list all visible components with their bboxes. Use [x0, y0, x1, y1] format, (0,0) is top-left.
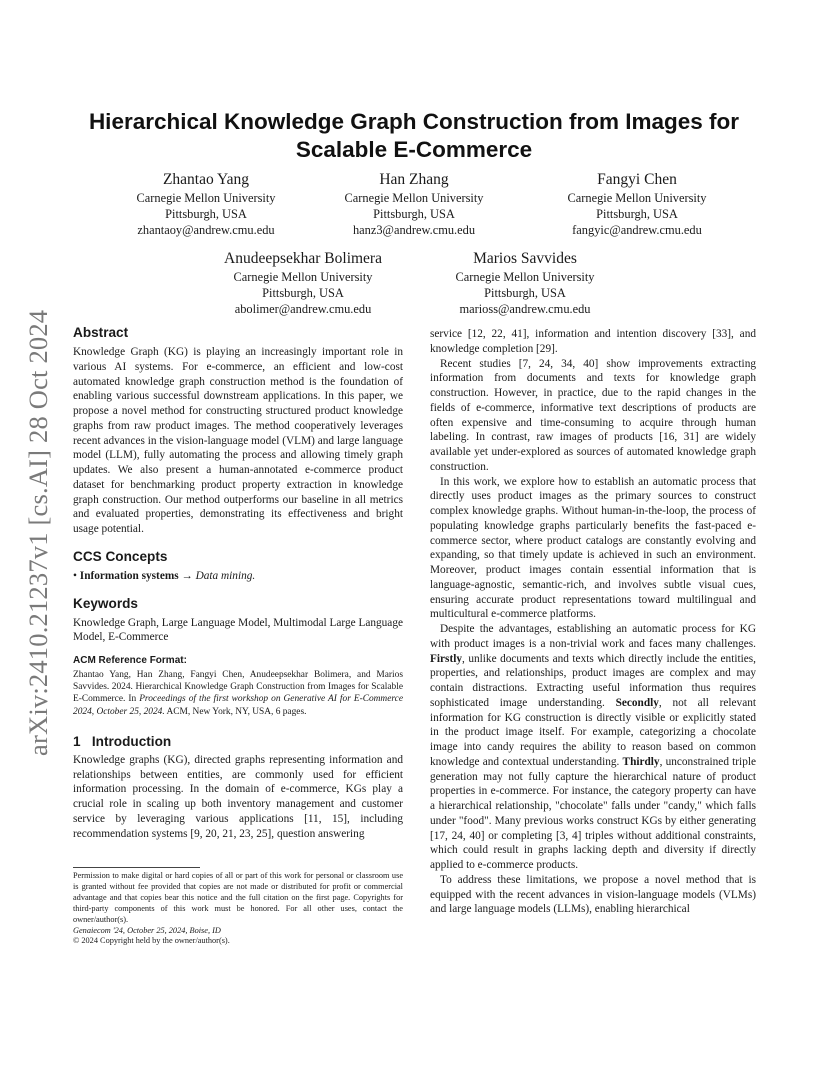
abstract-text: Knowledge Graph (KG) is playing an increasingly important role in various AI systems. For e-commerce, an efficient and low-cost automated knowledge graph construction method is the foundation of enabling various successful downstream applications. In this paper, we propose a novel method for constructing structured product knowledge graphs from raw product images. The method cooperatively leverages recent advances in the vision-language model (VLM) and large language model (LLM), fully automating the process and allowing timely graph updates. We also present a human-annotated e-commerce product dataset for benchmarking product property extraction in knowledge graph construction. Our method outperforms our baseline in all metrics and evaluated properties, demonstrating its effectiveness and bright usage potential. [73, 346, 403, 535]
introduction-text: Knowledge graphs (KG), directed graphs representing information and relationships between entities, are commonly used for efficient information processing. In the domain of e-commerce, KGs play a crucial role in scaling up both inventory management and customer service by leveraging various applications [11, 15], including recommendation systems [9, 20, 21, 23, 25], question answering [73, 753, 403, 840]
ccs-concept: Information systems [79, 569, 179, 582]
text-run: , unlike documents and texts which directly include the entities, properties, and relationships, product images are complex and may contain distractions. Extracting useful information thus requires sophisticated image understanding. [430, 652, 756, 709]
author-affiliation: Carnegie Mellon University [567, 191, 707, 205]
author-name: Anudeepsekhar Bolimera [224, 250, 382, 267]
keywords-text: Knowledge Graph, Large Language Model, Multimodal Large Language Model, E-Commerce [73, 616, 403, 644]
arxiv-identifier: arXiv:2410.21237v1 [cs.AI] 28 Oct 2024 [23, 309, 53, 756]
permission-notice: Permission to make digital or hard copies of all or part of this work for personal or classroom use is granted without fee provided that copies are not made or distributed for profit or commercial advantage and that copies bear this notice and the full citation on the first page. Copyrights for third-party components of this work must be honored. For all other uses, contact the owner/author(s). [73, 871, 403, 924]
acm-reference-heading: ACM Reference Format: [73, 655, 187, 666]
paragraph: To address these limitations, we propose a novel method that is equipped with the recent advances in vision-language models (VLMs) and large language models (LLMs), enabling hierarchical [430, 873, 756, 916]
conference-info: Genaiecom '24, October 25, 2024, Boise, ID [73, 925, 221, 935]
author-name: Zhantao Yang [162, 171, 250, 188]
keywords-heading: Keywords [73, 595, 138, 611]
author-block [304, 170, 524, 238]
author-block [415, 249, 635, 317]
section-number: 1 [73, 733, 81, 749]
author-email: marioss@andrew.cmu.edu [459, 302, 591, 316]
paragraph: Recent studies [7, 24, 34, 40] show improvements extracting information from documents and texts for knowledge graph construction. However, in practice, due to the rapid changes in the fields of e-commerce, informative text descriptions of products are often expensive and time-consuming to acquire through human labeling. In contrast, raw images of products [16, 31] are widely available yet under-explored as sources of automated knowledge graph construction. [430, 357, 756, 473]
author-block [193, 249, 413, 317]
author-block [527, 170, 747, 238]
introduction-heading [73, 733, 403, 750]
emphasis: Firstly [430, 652, 462, 665]
bullet: • [73, 569, 77, 582]
footnote [73, 871, 403, 947]
abstract-heading: Abstract [73, 325, 129, 340]
author-affiliation: Carnegie Mellon University [455, 270, 595, 284]
footnote-divider [73, 867, 200, 868]
author-name: Fangyi Chen [597, 171, 677, 188]
author-affiliation: Carnegie Mellon University [136, 191, 276, 205]
ccs-heading: CCS Concepts [73, 548, 168, 564]
right-column [430, 327, 756, 917]
text-run: , not all relevant information for KG construction is directly visible or explicitly stated in the product image itself. For example, categorizing a chocolate image into candy requires the ability to reason based on common knowledge and contextual understanding. [430, 696, 757, 768]
author-email: zhantaoy@andrew.cmu.edu [137, 223, 275, 237]
arrow-icon: → [181, 569, 193, 582]
acm-reference-authors: Zhantao Yang, Han Zhang, Fangyi Chen, Anudeepsekhar Bolimera, and Marios Savvides. 2024. Hierarchical Knowledge Graph Construction from Images for Scalable E-Commerce. In [73, 670, 403, 705]
author-email: hanz3@andrew.cmu.edu [352, 223, 476, 237]
author-location: Pittsburgh, USA [262, 286, 344, 300]
author-location: Pittsburgh, USA [596, 207, 678, 221]
acm-reference-text [73, 669, 403, 718]
author-location: Pittsburgh, USA [165, 207, 247, 221]
author-location: Pittsburgh, USA [484, 286, 566, 300]
text-run: Despite the advantages, establishing an automatic process for KG with product images is a non-trivial work and faces many challenges. [430, 623, 756, 650]
author-location: Pittsburgh, USA [373, 207, 455, 221]
author-block [96, 170, 316, 238]
paragraph [430, 622, 756, 873]
copyright-notice: © 2024 Copyright held by the owner/author(s). [73, 936, 230, 946]
text-run: , unconstrained triple generation may not fully capture the hierarchical nature of product properties in e-commerce. For instance, the category property can have a hierarchical relationship, "chocolate" falls under "candy," which falls under "food". Many previous works construct KGs by either generating [17, 24, 40] or completing [3, 4] triples without additional constraints, which could result in graphs lacking depth and diversity if directly applied to e-commerce products. [430, 755, 756, 871]
acm-reference-publisher: ACM, New York, NY, USA, 6 pages. [164, 706, 307, 717]
ccs-subconcept: Data mining. [195, 569, 256, 582]
author-name: Marios Savvides [473, 250, 577, 267]
author-affiliation: Carnegie Mellon University [233, 270, 373, 284]
author-name: Han Zhang [379, 171, 449, 188]
section-title: Introduction [91, 733, 172, 749]
left-column [73, 324, 403, 841]
emphasis: Secondly [615, 696, 659, 709]
author-affiliation: Carnegie Mellon University [344, 191, 484, 205]
author-email: abolimer@andrew.cmu.edu [234, 302, 372, 316]
author-email: fangyic@andrew.cmu.edu [572, 223, 702, 237]
paragraph: service [12, 22, 41], information and intention discovery [33], and knowledge completion [29]. [430, 328, 756, 355]
paragraph: In this work, we explore how to establish an automatic process that directly uses product images as the primary sources to construct complex knowledge graphs. Without human-in-the-loop, the process of populating knowledge graphs particularly benefits the fast-paced e-commerce sector, where product catalogs are constantly evolving and expanding, so that timely update is achieved in such an environment. Moreover, product images contain essential information that is language-agnostic, semantic-rich, and involves subtle visual cues, ensuring accurate product representations toward multilingual and multicultural e-commerce platforms. [430, 475, 756, 621]
paper-title: Hierarchical Knowledge Graph Construction from Images for Scalable E-Commerce [88, 109, 740, 162]
acm-reference-venue: Proceedings of the first workshop on Generative AI for E-Commerce 2024, October 25, 2024. [73, 694, 403, 717]
ccs-concepts [73, 569, 403, 584]
emphasis: Thirdly [622, 755, 660, 768]
